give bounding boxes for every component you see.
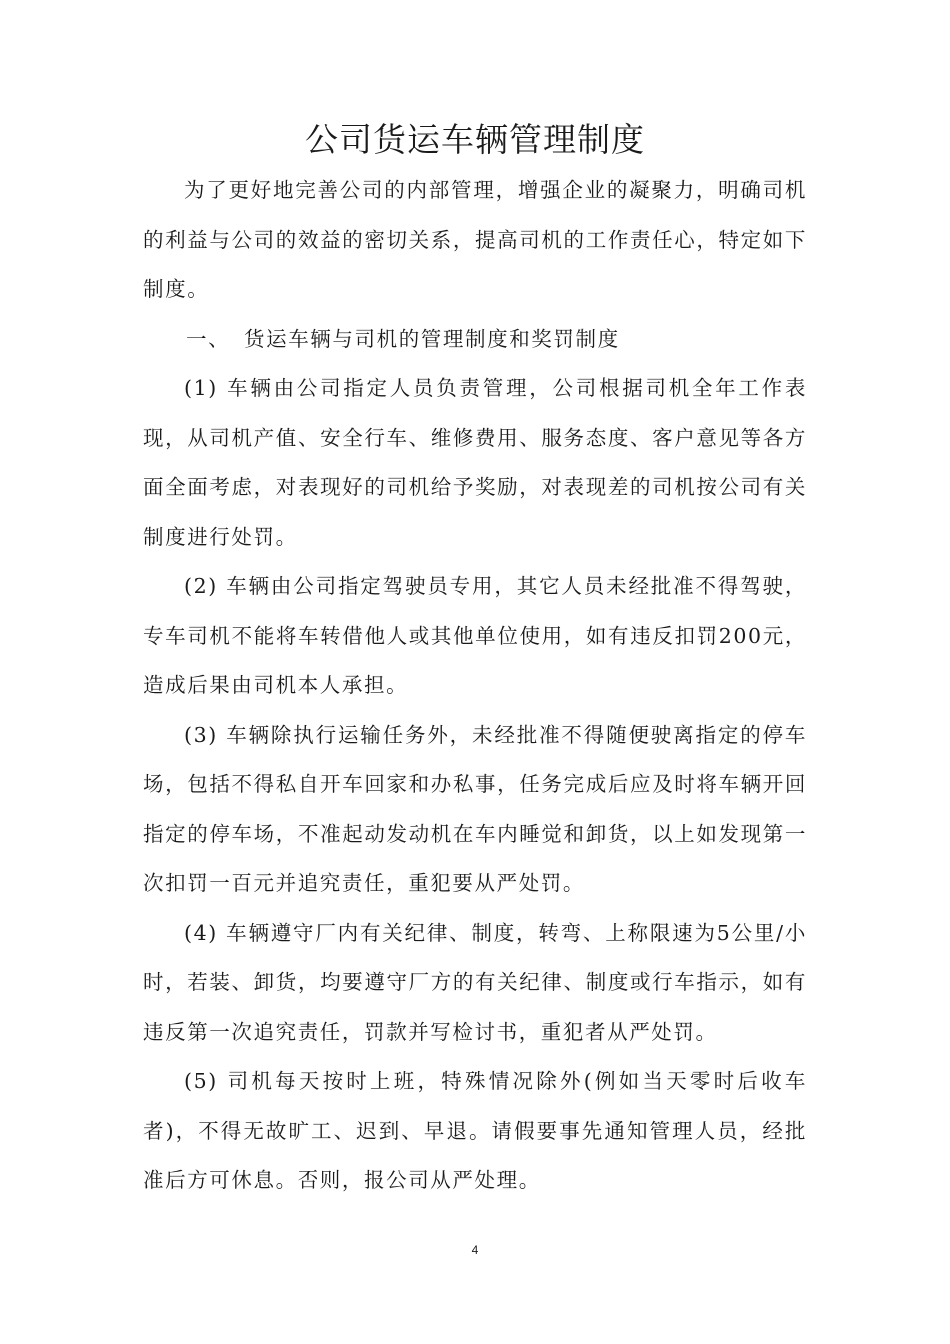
page-number: 4 xyxy=(471,1243,479,1257)
document-title: 公司货运车辆管理制度 xyxy=(305,120,645,159)
rule-item-3: (3) 车辆除执行运输任务外，未经批准不得随便驶离指定的停车场，包括不得私自开车回家和办私事，任务完成后应及时将车辆开回指定的停车场，不准起动发动机在车内睡觉和卸货，以上如发现第一次扣罚一百元并追究责任，重犯要从严处罚。 xyxy=(143,722,807,895)
rule-item-5: (5) 司机每天按时上班，特殊情况除外(例如当天零时后收车者)，不得无故旷工、迟到、早退。请假要事先通知管理人员，经批准后方可休息。否则，报公司从严处理。 xyxy=(143,1069,807,1192)
section-heading-number: 一、 xyxy=(186,326,231,351)
rule-item-4: (4) 车辆遵守厂内有关纪律、制度，转弯、上称限速为5公里/小时，若装、卸货，均要遵守厂方的有关纪律、制度或行车指示，如有违反第一次追究责任，罚款并写检讨书，重犯者从严处罚。 xyxy=(143,920,807,1044)
section-heading xyxy=(143,315,807,365)
section-heading-text: 货运车辆与司机的管理制度和奖罚制度 xyxy=(244,326,620,351)
rule-item-2: (2) 车辆由公司指定驾驶员专用，其它人员未经批准不得驾驶，专车司机不能将车转借他人或其他单位使用，如有违反扣罚200元，造成后果由司机本人承担。 xyxy=(143,574,807,697)
document-body xyxy=(143,166,807,1206)
intro-paragraph: 为了更好地完善公司的内部管理，增强企业的凝聚力，明确司机的利益与公司的效益的密切关系，提高司机的工作责任心，特定如下制度。 xyxy=(143,178,807,301)
rule-item-1: (1) 车辆由公司指定人员负责管理，公司根据司机全年工作表现，从司机产值、安全行车、维修费用、服务态度、客户意见等各方面全面考虑，对表现好的司机给予奖励，对表现差的司机按公司有关制度进行处罚。 xyxy=(143,376,807,549)
